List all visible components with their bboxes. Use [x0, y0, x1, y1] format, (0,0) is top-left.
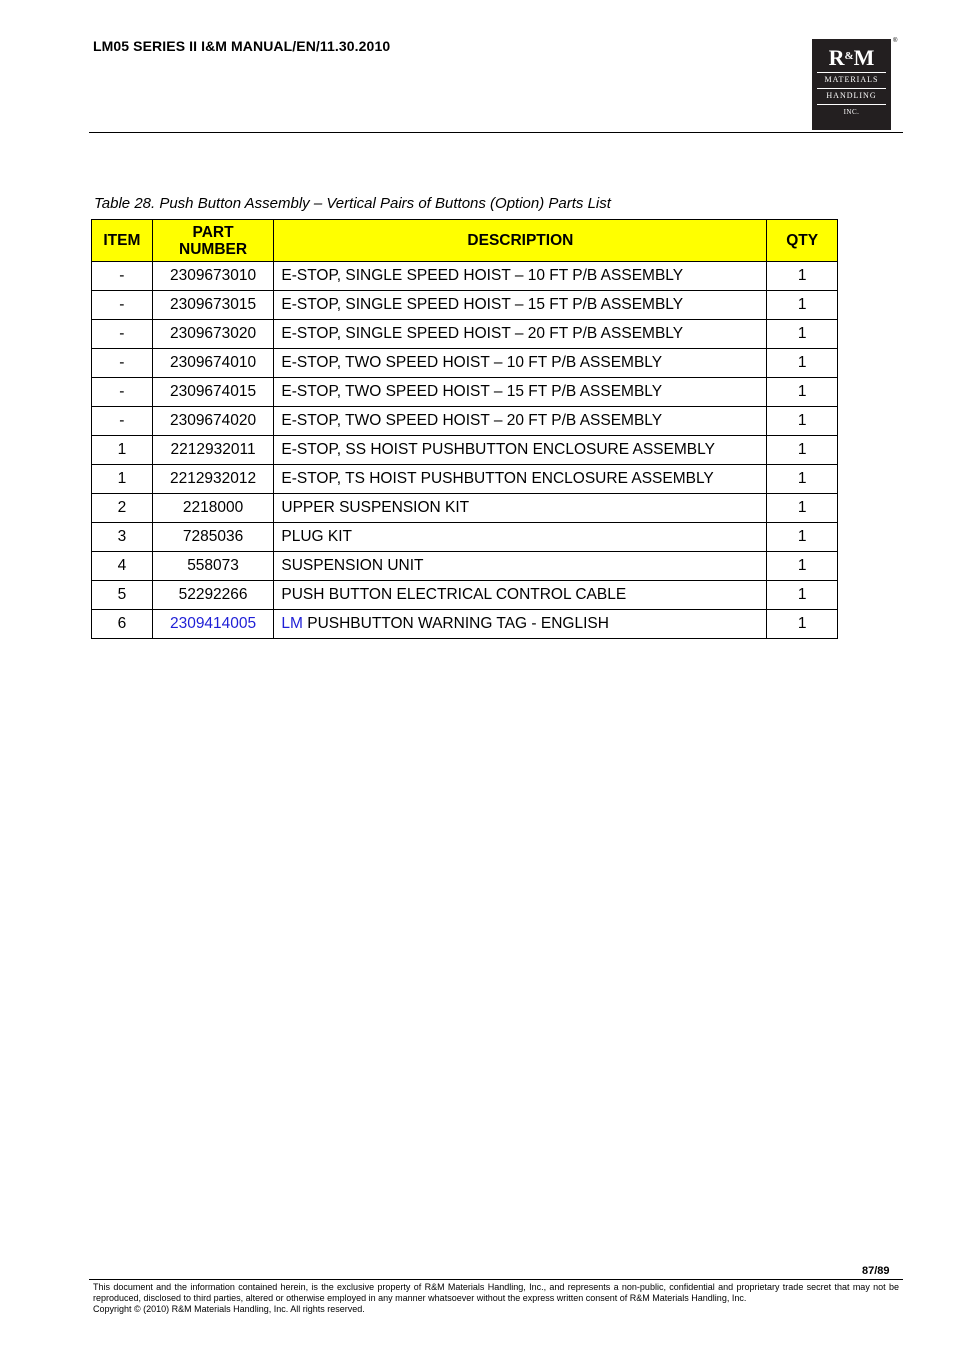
table-caption: Table 28. Push Button Assembly – Vertical Pairs of Buttons (Option) Parts List — [94, 195, 611, 212]
logo-divider — [817, 88, 886, 89]
table-row — [92, 378, 838, 407]
description-text: SUSPENSION UNIT — [281, 557, 424, 574]
cell-item: 1 — [92, 465, 153, 494]
cell-qty: 1 — [767, 581, 838, 610]
cell-description — [274, 320, 767, 349]
header-qty: QTY — [767, 220, 838, 262]
description-text: UPPER SUSPENSION KIT — [281, 499, 470, 516]
table-row — [92, 436, 838, 465]
cell-part-number: 2309674015 — [152, 378, 274, 407]
footer-copyright: Copyright © (2010) R&M Materials Handling, Inc. All rights reserved. — [93, 1304, 365, 1314]
cell-part-number: 2309673010 — [152, 262, 274, 291]
description-text: PLUG KIT — [281, 528, 353, 545]
table-row — [92, 552, 838, 581]
cell-qty: 1 — [767, 291, 838, 320]
cell-item: 2 — [92, 494, 153, 523]
table-row — [92, 465, 838, 494]
cell-description — [274, 552, 767, 581]
header-divider — [89, 132, 903, 133]
table-row — [92, 262, 838, 291]
description-text: E-STOP, SINGLE SPEED HOIST – 10 FT P/B ASSEMBLY — [281, 267, 684, 284]
cell-part-number: 2309674010 — [152, 349, 274, 378]
cell-item: 5 — [92, 581, 153, 610]
header-part-number: PART NUMBER — [152, 220, 274, 262]
cell-item: 6 — [92, 610, 153, 639]
description-text: E-STOP, TS HOIST PUSHBUTTON ENCLOSURE ASSEMBLY — [281, 470, 714, 487]
cell-item: - — [92, 320, 153, 349]
description-text: E-STOP, SS HOIST PUSHBUTTON ENCLOSURE ASSEMBLY — [281, 441, 715, 458]
description-prefix: LM — [281, 615, 303, 632]
description-text: E-STOP, SINGLE SPEED HOIST – 20 FT P/B ASSEMBLY — [281, 325, 684, 342]
cell-qty: 1 — [767, 436, 838, 465]
cell-qty: 1 — [767, 465, 838, 494]
document-title: LM05 SERIES II I&M MANUAL/EN/11.30.2010 — [93, 38, 391, 54]
table-row — [92, 610, 838, 639]
description-text: E-STOP, TWO SPEED HOIST – 10 FT P/B ASSEMBLY — [281, 354, 663, 371]
description-text: E-STOP, TWO SPEED HOIST – 20 FT P/B ASSEMBLY — [281, 412, 663, 429]
cell-qty: 1 — [767, 320, 838, 349]
description-text: PUSHBUTTON WARNING TAG - ENGLISH — [302, 615, 609, 632]
cell-qty: 1 — [767, 610, 838, 639]
cell-item: 4 — [92, 552, 153, 581]
company-logo — [812, 39, 891, 130]
table-row — [92, 320, 838, 349]
cell-qty: 1 — [767, 378, 838, 407]
registered-mark: ® — [893, 38, 898, 44]
cell-qty: 1 — [767, 407, 838, 436]
cell-part-number: 2309414005 — [152, 610, 274, 639]
description-text: E-STOP, TWO SPEED HOIST – 15 FT P/B ASSEMBLY — [281, 383, 663, 400]
cell-description — [274, 407, 767, 436]
table-row — [92, 407, 838, 436]
table-row — [92, 581, 838, 610]
footer-disclaimer: This document and the information contained herein, is the exclusive property of R&M Materials Handling, Inc., and represents a non-public, confidential and proprietary trade secret that may not be reproduced, disclosed to third parties, altered or otherwise employed in any manner whatsoever without the express written consent of R&M Materials Handling, Inc. Copyright © (2010) R&M Materials Handling, Inc. All rights reserved. — [93, 1282, 899, 1314]
cell-item: - — [92, 291, 153, 320]
logo-word-inc: INC. — [843, 108, 860, 116]
cell-description — [274, 523, 767, 552]
cell-item: - — [92, 407, 153, 436]
cell-part-number: 7285036 — [152, 523, 274, 552]
footer-divider — [89, 1279, 903, 1280]
cell-description — [274, 378, 767, 407]
table-row — [92, 494, 838, 523]
cell-part-number: 2309673015 — [152, 291, 274, 320]
table-row — [92, 523, 838, 552]
cell-part-number: 52292266 — [152, 581, 274, 610]
cell-item: - — [92, 349, 153, 378]
cell-description — [274, 349, 767, 378]
cell-description — [274, 494, 767, 523]
cell-part-number: 2212932012 — [152, 465, 274, 494]
cell-description — [274, 610, 767, 639]
logo-divider — [817, 72, 886, 73]
cell-qty: 1 — [767, 494, 838, 523]
cell-description — [274, 262, 767, 291]
header-item: ITEM — [92, 220, 153, 262]
description-text: E-STOP, SINGLE SPEED HOIST – 15 FT P/B ASSEMBLY — [281, 296, 684, 313]
cell-qty: 1 — [767, 262, 838, 291]
cell-part-number: 558073 — [152, 552, 274, 581]
cell-item: 1 — [92, 436, 153, 465]
cell-description — [274, 581, 767, 610]
cell-qty: 1 — [767, 349, 838, 378]
logo-word-handling: HANDLING — [826, 91, 877, 100]
cell-description — [274, 465, 767, 494]
table-row — [92, 291, 838, 320]
cell-part-number: 2212932011 — [152, 436, 274, 465]
parts-table — [91, 219, 838, 639]
cell-item: - — [92, 378, 153, 407]
table-row — [92, 349, 838, 378]
cell-part-number: 2218000 — [152, 494, 274, 523]
header-description: DESCRIPTION — [274, 220, 767, 262]
cell-qty: 1 — [767, 552, 838, 581]
description-text: PUSH BUTTON ELECTRICAL CONTROL CABLE — [281, 586, 627, 603]
table-header-row — [92, 220, 838, 262]
logo-divider — [817, 104, 886, 105]
cell-item: 3 — [92, 523, 153, 552]
cell-part-number: 2309673020 — [152, 320, 274, 349]
cell-part-number: 2309674020 — [152, 407, 274, 436]
logo-word-materials: MATERIALS — [824, 75, 879, 84]
page-number: 87/89 — [862, 1265, 890, 1277]
cell-item: - — [92, 262, 153, 291]
logo-mark: R&M — [828, 45, 875, 70]
cell-description — [274, 291, 767, 320]
cell-description — [274, 436, 767, 465]
cell-qty: 1 — [767, 523, 838, 552]
